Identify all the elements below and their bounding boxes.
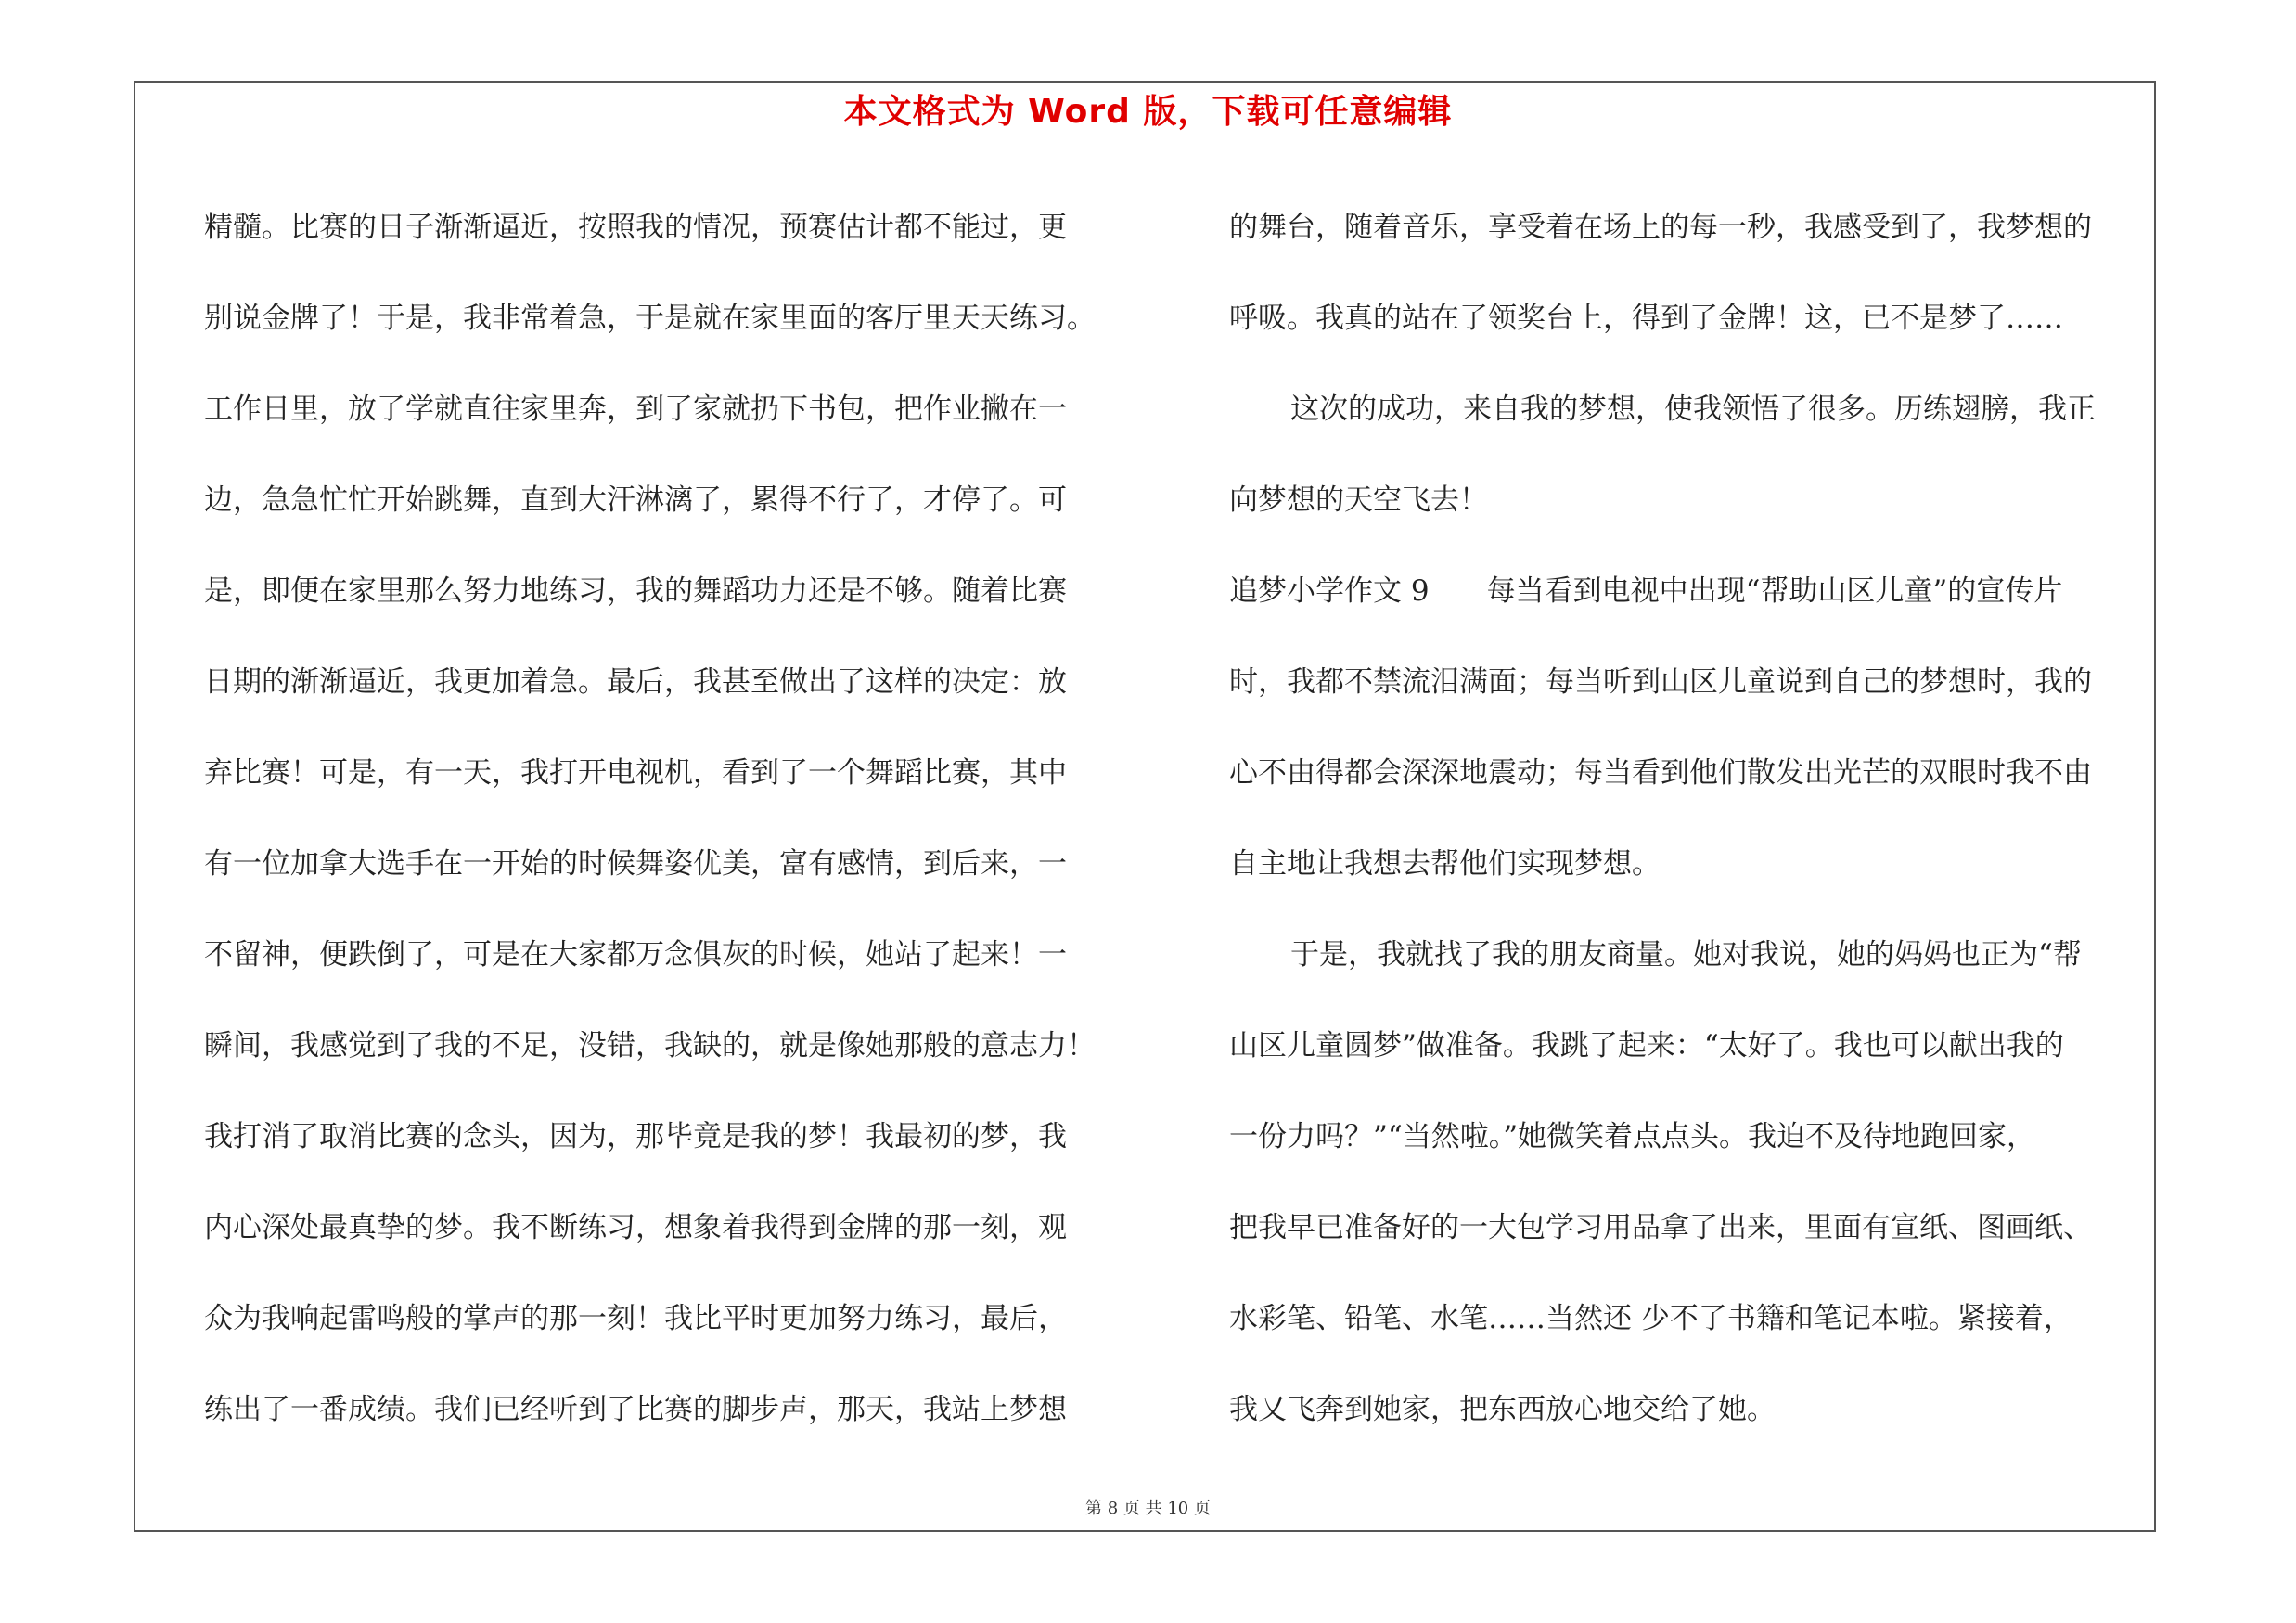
format-banner: 本文格式为 Word 版，下载可任意编辑 <box>843 93 1453 131</box>
text-line: 自主地让我想去帮他们实现梦想。 <box>1229 847 1661 881</box>
text-line: 向梦想的天空飞去！ <box>1229 483 1488 517</box>
text-line: 心不由得都会深深地震动；每当看到他们散发出光芒的双眼时我不由 <box>1229 756 2092 790</box>
text-line: 是，即便在家里那么努力地练习，我的舞蹈功力还是不够。随着比赛 <box>204 574 1067 608</box>
text-line: 把我早已准备好的一大包学习用品拿了出来，里面有宣纸、图画纸、 <box>1229 1211 2092 1244</box>
right-text-column <box>1229 182 2157 1455</box>
text-line: 有一位加拿大选手在一开始的时候舞姿优美，富有感情，到后来，一 <box>204 847 1067 881</box>
text-line: 边，急急忙忙开始跳舞，直到大汗淋漓了，累得不行了，才停了。可 <box>204 483 1067 517</box>
paragraph-start-line: 这次的成功，来自我的梦想，使我领悟了很多。历练翅膀，我正 <box>1290 393 2096 426</box>
text-line: 日期的渐渐逼近，我更加着急。最后，我甚至做出了这样的决定：放 <box>204 665 1067 699</box>
text-line: 不留神，便跌倒了，可是在大家都万念俱灰的时候，她站了起来！一 <box>204 938 1067 972</box>
text-line: 别说金牌了！于是，我非常着急，于是就在家里面的客厅里天天练习。 <box>204 302 1096 335</box>
page-number-footer: 第 8 页 共 10 页 <box>1085 1499 1211 1518</box>
paragraph-start-line: 于是，我就找了我的朋友商量。她对我说，她的妈妈也正为“帮 <box>1290 938 2082 972</box>
text-line: 时，我都不禁流泪满面；每当听到山区儿童说到自己的梦想时，我的 <box>1229 665 2092 699</box>
left-text-column <box>204 182 1132 1455</box>
text-line: 弃比赛！可是，有一天，我打开电视机，看到了一个舞蹈比赛，其中 <box>204 756 1067 790</box>
text-line: 众为我响起雷鸣般的掌声的那一刻！我比平时更加努力练习，最后， <box>204 1302 1067 1335</box>
text-line: 水彩笔、铅笔、水笔……当然还 少不了书籍和笔记本啦。紧接着， <box>1229 1302 2072 1335</box>
text-line: 我又飞奔到她家，把东西放心地交给了她。 <box>1229 1393 1776 1426</box>
text-line: 内心深处最真挚的梦。我不断练习，想象着我得到金牌的那一刻，观 <box>204 1211 1067 1244</box>
article-title-line: 追梦小学作文 9 每当看到电视中出现“帮助山区儿童”的宣传片 <box>1229 574 2063 608</box>
text-line: 精髓。比赛的日子渐渐逼近，按照我的情况，预赛估计都不能过，更 <box>204 211 1067 244</box>
text-line: 瞬间，我感觉到了我的不足，没错，我缺的，就是像她那般的意志力！ <box>204 1029 1096 1063</box>
text-line: 山区儿童圆梦”做准备。我跳了起来：“太好了。我也可以献出我的 <box>1229 1029 2064 1063</box>
text-line: 呼吸。我真的站在了领奖台上，得到了金牌！这，已不是梦了…… <box>1229 302 2063 335</box>
text-line: 练出了一番成绩。我们已经听到了比赛的脚步声，那天，我站上梦想 <box>204 1393 1067 1426</box>
text-line: 的舞台，随着音乐，享受着在场上的每一秒，我感受到了，我梦想的 <box>1229 211 2092 244</box>
text-line: 一份力吗？”“当然啦。”她微笑着点点头。我迫不及待地跑回家， <box>1229 1120 2036 1153</box>
text-line: 我打消了取消比赛的念头，因为，那毕竟是我的梦！我最初的梦，我 <box>204 1120 1067 1153</box>
text-line: 工作日里，放了学就直往家里奔，到了家就扔下书包，把作业撇在一 <box>204 393 1067 426</box>
